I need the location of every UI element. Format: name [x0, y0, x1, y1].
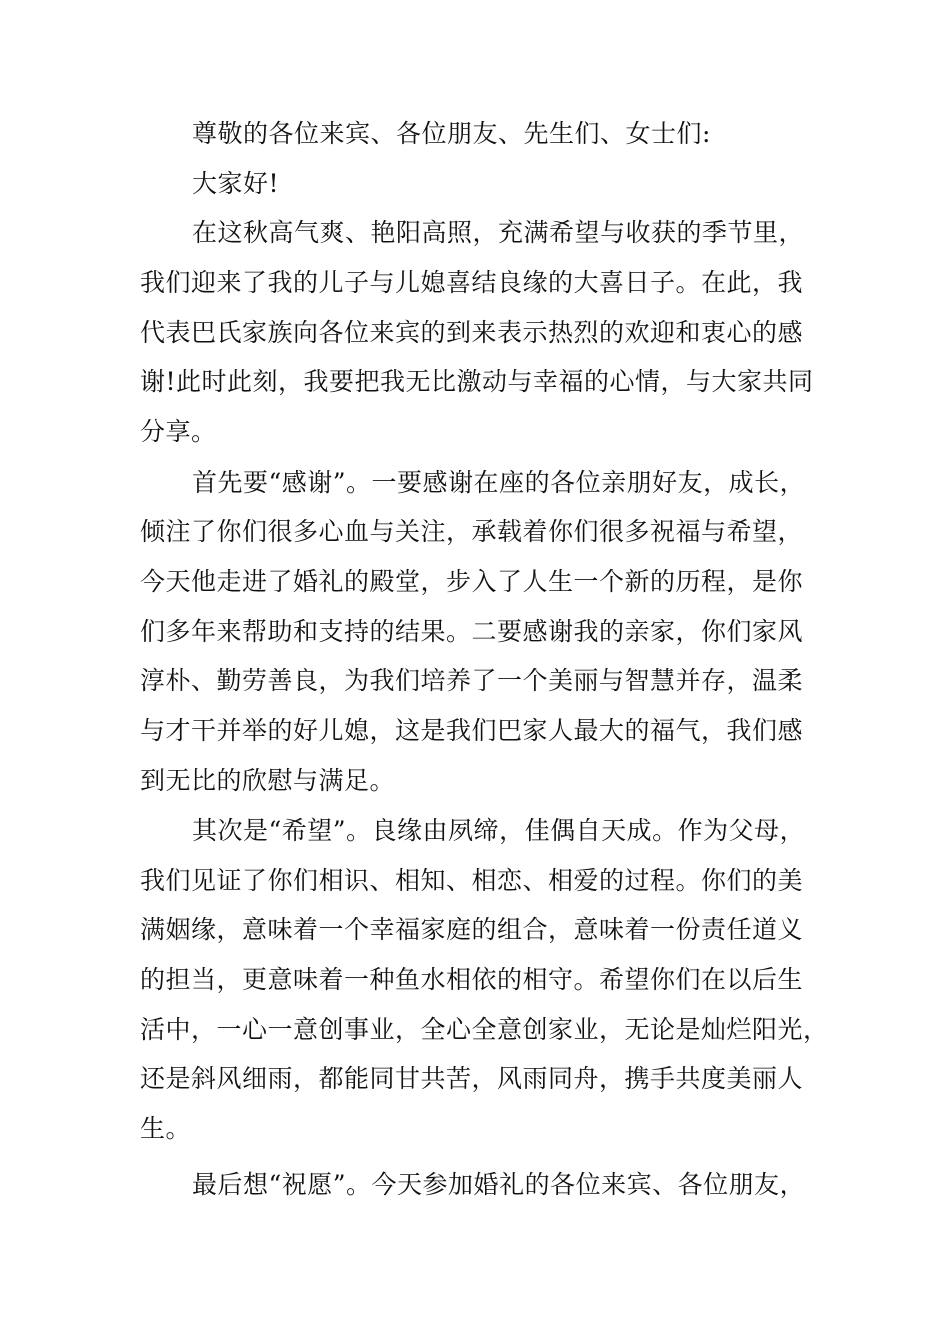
greeting-line: 大家好! — [192, 169, 280, 198]
paragraph-4-line-1: 最后想“祝愿”。今天参加婚礼的各位来宾、各位朋友， — [192, 1170, 806, 1199]
paragraph-2-line-7: 到无比的欣慰与满足。 — [140, 766, 396, 795]
paragraph-3-line-7: 生。 — [140, 1114, 192, 1143]
paragraph-1-line-4: 谢!此时此刻，我要把我无比激动与幸福的心情，与大家共同 — [140, 367, 814, 396]
paragraph-3-line-4: 的担当，更意味着一种鱼水相依的相守。希望你们在以后生 — [140, 965, 804, 994]
paragraph-1-line-3: 代表巴氏家族向各位来宾的到来表示热烈的欢迎和衷心的感 — [140, 318, 804, 347]
paragraph-1-line-5: 分享。 — [140, 417, 217, 446]
paragraph-2-line-5: 淳朴、勤劳善良，为我们培养了一个美丽与智慧并存，温柔 — [140, 666, 804, 695]
paragraph-3-line-1: 其次是“希望”。良缘由夙缔，佳偶自天成。作为父母， — [192, 816, 806, 845]
paragraph-1-line-1: 在这秋高气爽、艳阳高照，充满希望与收获的季节里， — [192, 218, 805, 247]
paragraph-2-line-2: 倾注了你们很多心血与关注，承载着你们很多祝福与希望， — [140, 517, 804, 546]
paragraph-3-line-6: 还是斜风细雨，都能同甘共苦，风雨同舟，携手共度美丽人 — [140, 1064, 804, 1093]
paragraph-3-line-5: 活中，一心一意创事业，全心全意创家业，无论是灿烂阳光， — [140, 1015, 829, 1044]
paragraph-3-line-2: 我们见证了你们相识、相知、相恋、相爱的过程。你们的美 — [140, 866, 804, 895]
paragraph-2-line-4: 们多年来帮助和支持的结果。二要感谢我的亲家，你们家风 — [140, 617, 804, 646]
paragraph-3-line-3: 满姻缘，意味着一个幸福家庭的组合，意味着一份责任道义 — [140, 915, 804, 944]
paragraph-2-line-3: 今天他走进了婚礼的殿堂，步入了人生一个新的历程，是你 — [140, 567, 804, 596]
paragraph-2-line-1: 首先要“感谢”。一要感谢在座的各位亲朋好友，成长， — [192, 468, 806, 497]
paragraph-1-line-2: 我们迎来了我的儿子与儿媳喜结良缘的大喜日子。在此，我 — [140, 268, 804, 297]
paragraph-2-line-6: 与才干并举的好儿媳，这是我们巴家人最大的福气，我们感 — [140, 716, 804, 745]
salutation-line: 尊敬的各位来宾、各位朋友、先生们、女士们: — [192, 119, 711, 148]
